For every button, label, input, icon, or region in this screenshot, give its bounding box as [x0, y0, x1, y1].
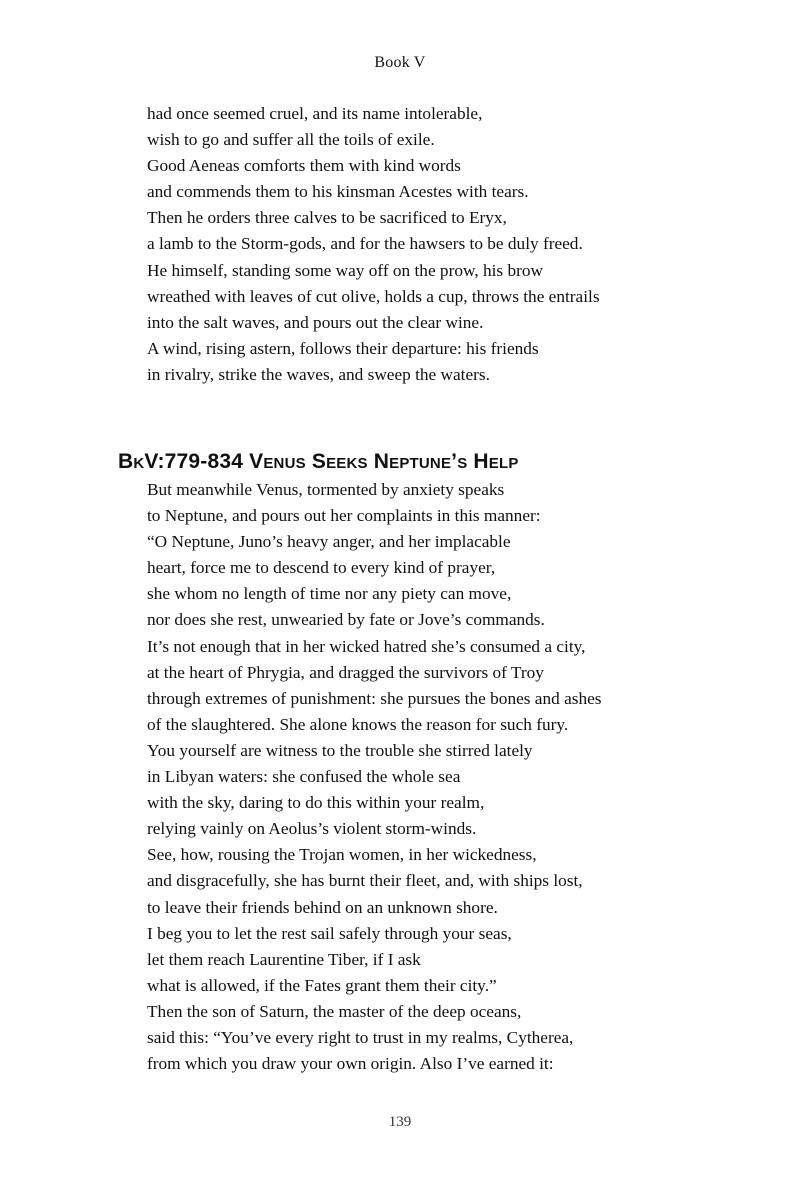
verse-line: said this: “You’ve every right to trust in my realms, Cytherea, — [147, 1027, 574, 1047]
verse-line: Then the son of Saturn, the master of the deep oceans, — [147, 1001, 522, 1021]
verse-line: to Neptune, and pours out her complaints in this manner: — [147, 506, 541, 526]
verse-line: a lamb to the Storm-gods, and for the hawsers to be duly freed. — [147, 234, 583, 254]
verse-line: and commends them to his kinsman Acestes with tears. — [147, 182, 529, 202]
section-heading: BkV:779-834 Venus Seeks Neptune’s Help — [118, 450, 519, 473]
verse-line: wreathed with leaves of cut olive, holds a cup, throws the entrails — [147, 286, 600, 306]
verse-line: and disgracefully, she has burnt their fleet, and, with ships lost, — [147, 871, 583, 891]
verse-line: You yourself are witness to the trouble she stirred lately — [147, 740, 533, 760]
verse-line: It’s not enough that in her wicked hatred she’s consumed a city, — [147, 636, 586, 656]
verse-line: at the heart of Phrygia, and dragged the survivors of Troy — [147, 662, 544, 682]
verse-stanza-2 — [147, 477, 602, 1077]
verse-line: of the slaughtered. She alone knows the reason for such fury. — [147, 714, 569, 734]
verse-line: Then he orders three calves to be sacrificed to Eryx, — [147, 208, 507, 228]
verse-line: Good Aeneas comforts them with kind words — [147, 156, 461, 176]
verse-line: But meanwhile Venus, tormented by anxiety speaks — [147, 480, 505, 499]
verse-line: heart, force me to descend to every kind of prayer, — [147, 558, 496, 578]
verse-line: from which you draw your own origin. Also I’ve earned it: — [147, 1054, 554, 1074]
verse-line: I beg you to let the rest sail safely through your seas, — [147, 923, 512, 943]
verse-line: He himself, standing some way off on the prow, his brow — [147, 260, 543, 280]
page-number: 139 — [388, 1114, 412, 1130]
verse-line: with the sky, daring to do this within your realm, — [147, 793, 485, 813]
verse-line: to leave their friends behind on an unknown shore. — [147, 897, 498, 917]
verse-line: A wind, rising astern, follows their departure: his friends — [147, 338, 539, 358]
verse-line: relying vainly on Aeolus’s violent storm-winds. — [147, 819, 477, 839]
verse-line: nor does she rest, unwearied by fate or Jove’s commands. — [147, 610, 545, 630]
verse-line: had once seemed cruel, and its name intolerable, — [147, 104, 483, 123]
verse-line: into the salt waves, and pours out the clear wine. — [147, 312, 484, 332]
verse-line: in Libyan waters: she confused the whole sea — [147, 767, 461, 787]
verse-line: let them reach Laurentine Tiber, if I ask — [147, 949, 421, 969]
verse-stanza-1 — [147, 101, 600, 388]
verse-line: through extremes of punishment: she pursues the bones and ashes — [147, 688, 602, 708]
running-head: Book V — [374, 54, 426, 71]
verse-line: See, how, rousing the Trojan women, in her wickedness, — [147, 845, 537, 865]
verse-line: wish to go and suffer all the toils of exile. — [147, 130, 435, 150]
verse-line: what is allowed, if the Fates grant them their city.” — [147, 975, 497, 995]
verse-line: in rivalry, strike the waves, and sweep the waters. — [147, 364, 490, 384]
verse-line: she whom no length of time nor any piety can move, — [147, 584, 512, 604]
verse-line: “O Neptune, Juno’s heavy anger, and her implacable — [147, 532, 511, 552]
